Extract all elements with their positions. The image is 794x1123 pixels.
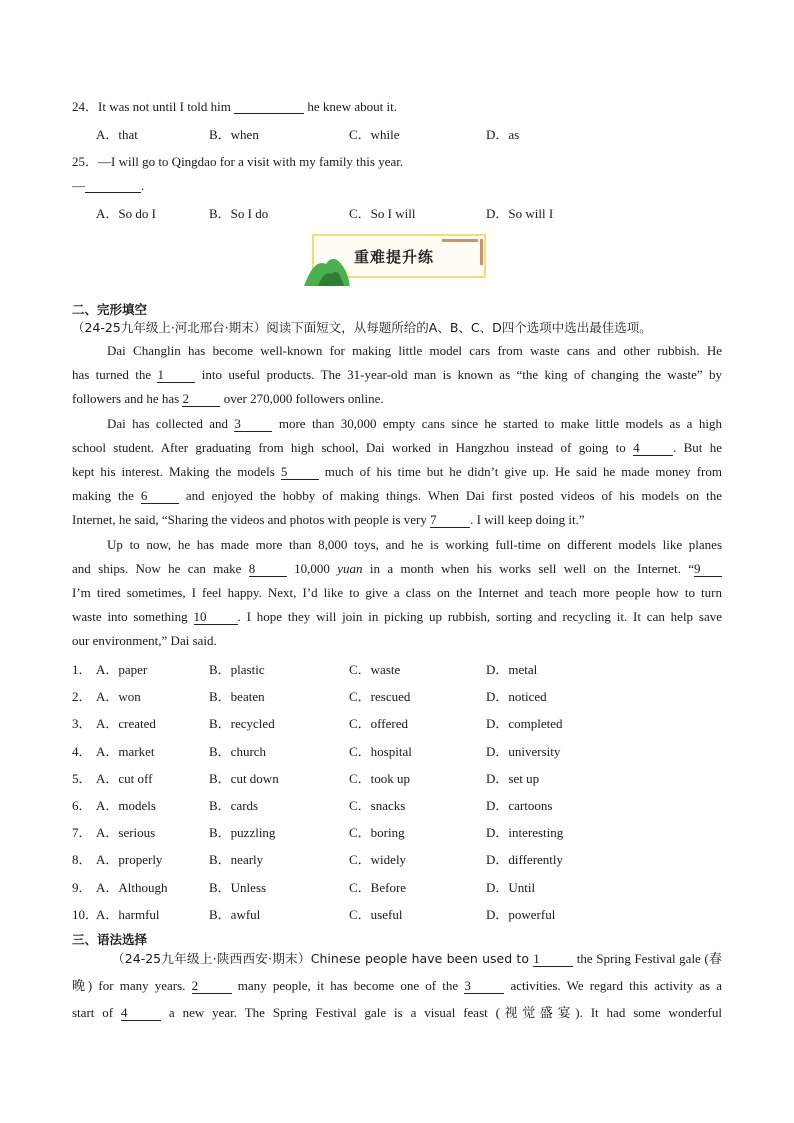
question-number: 8．: [72, 852, 92, 868]
blank-1[interactable]: 1: [157, 368, 195, 383]
option-c[interactable]: C．snacks: [349, 798, 406, 813]
mountain-icon: [304, 250, 352, 288]
section-banner: [304, 232, 492, 288]
passage-line: has turned the 1 into useful products. The 31-year-old man is known as “the king of changing the waste” by: [72, 367, 723, 383]
option-c[interactable]: C．useful: [349, 906, 403, 922]
passage-line: Dai Changlin has become well-known for making little model cars from waste cans and other rubbish. He: [107, 343, 722, 358]
question-stem-end: he knew about it.: [307, 99, 397, 114]
section-instructions: （24-25九年级上·河北邢台·期末）阅读下面短文，从每题所给的A、B、C、D四个选项中选出最佳选项。: [72, 320, 652, 335]
question-stem-start: It was not until I told him: [98, 99, 231, 114]
grammar-passage: [72, 945, 722, 1026]
option-a[interactable]: A．won: [96, 689, 141, 705]
grammar-blank-2[interactable]: 2: [192, 979, 232, 994]
option-d[interactable]: D．So will I: [486, 206, 554, 221]
grammar-blank-3[interactable]: 3: [464, 979, 504, 994]
option-a[interactable]: A．paper: [96, 662, 148, 677]
option-c[interactable]: C．boring: [349, 825, 405, 841]
reply-line: — .: [72, 178, 145, 193]
option-c[interactable]: C．waste: [349, 662, 401, 677]
blank-7[interactable]: 7: [430, 513, 470, 528]
option-c[interactable]: C．So I will: [349, 206, 416, 221]
passage-line: followers and he has 2 over 270,000 followers online.: [72, 391, 384, 407]
question-number: 3．: [72, 716, 92, 732]
question-number: 2．: [72, 689, 92, 705]
passage-line: school student. After graduating from high school, Dai worked in Hangzhou instead of going to 4 . But he: [72, 439, 722, 455]
option-d[interactable]: D．cartoons: [486, 798, 553, 813]
option-b[interactable]: B．awful: [209, 906, 261, 922]
blank-3[interactable]: 3: [234, 417, 272, 432]
blank-9[interactable]: 9: [694, 562, 722, 577]
banner-accent-vbar: [480, 239, 483, 265]
passage-line: waste into something 10 . I hope they will join in picking up rubbish, sorting and recycling it. It can help save: [72, 609, 722, 625]
option-a[interactable]: A．models: [96, 798, 156, 813]
question-number: 4．: [72, 743, 92, 759]
option-b[interactable]: B．church: [209, 743, 267, 759]
passage-line: （24-25九年级上·陕西西安·期末）Chinese people have been used to 1 the Spring Festival gale (春: [112, 951, 723, 966]
passage-line: and ships. Now he can make 8 10,000 yuan in a month when his works sell well on the Internet. “9: [72, 557, 722, 581]
question-number: 7．: [72, 825, 92, 841]
option-c[interactable]: C．hospital: [349, 743, 412, 759]
passage-line: start of 4 a new year. The Spring Festival gale is a visual feast (视觉盛宴). It had some wonderful: [72, 1005, 722, 1020]
option-d[interactable]: D．metal: [486, 662, 538, 677]
banner-accent-bar: [442, 239, 478, 242]
option-a[interactable]: A．market: [96, 743, 155, 759]
option-d[interactable]: D．differently: [486, 852, 564, 868]
option-b[interactable]: B．beaten: [209, 689, 265, 705]
section-heading: 二、完形填空: [72, 302, 148, 317]
blank-10[interactable]: 10: [194, 610, 238, 625]
option-b[interactable]: B．when: [209, 127, 259, 142]
option-a[interactable]: A．cut off: [96, 770, 153, 786]
blank-8[interactable]: 8: [249, 562, 287, 577]
option-d[interactable]: D．set up: [486, 770, 540, 786]
option-b[interactable]: B．cards: [209, 798, 259, 813]
question-number: 25．: [72, 154, 99, 169]
question-stem: —I will go to Qingdao for a visit with my family this year.: [98, 154, 404, 169]
option-a[interactable]: A．that: [96, 127, 138, 142]
option-d[interactable]: D．as: [486, 127, 520, 142]
passage-line: 晚) for many years. 2 many people, it has become one of the 3 activities. We regard this activity as a: [72, 978, 722, 993]
cloze-passage: [72, 339, 722, 654]
question-number: 5．: [72, 770, 92, 786]
option-a[interactable]: A．properly: [96, 852, 163, 868]
option-c[interactable]: C．took up: [349, 770, 411, 786]
passage-line: I’m tired sometimes, I feel happy. Next, I’d like to give a class on the Internet and teach more people how to turn: [72, 585, 722, 601]
option-a[interactable]: A．harmful: [96, 906, 160, 922]
passage-line: making the 6 and enjoyed the hobby of making things. When Dai first posted videos of his models on the: [72, 488, 722, 504]
answer-blank[interactable]: [85, 179, 141, 193]
option-a[interactable]: A．Although: [96, 879, 168, 895]
option-b[interactable]: B．recycled: [209, 716, 275, 732]
option-d[interactable]: D．interesting: [486, 825, 564, 841]
option-a[interactable]: A．So do I: [96, 206, 156, 221]
option-a[interactable]: A．created: [96, 716, 156, 732]
option-d[interactable]: D．completed: [486, 716, 563, 732]
option-b[interactable]: B．nearly: [209, 852, 264, 868]
option-d[interactable]: D．noticed: [486, 689, 547, 705]
option-d[interactable]: D．university: [486, 743, 561, 759]
option-b[interactable]: B．So I do: [209, 206, 269, 221]
passage-line: Internet, he said, “Sharing the videos and photos with people is very 7 . I will keep doing it.”: [72, 512, 585, 528]
passage-line: Dai has collected and 3 more than 30,000 empty cans since he started to make little models as a high: [107, 415, 722, 431]
option-c[interactable]: C．while: [349, 127, 400, 142]
question-number: 9．: [72, 879, 92, 895]
option-b[interactable]: B．puzzling: [209, 825, 276, 841]
grammar-blank-1[interactable]: 1: [533, 952, 573, 967]
passage-line: Up to now, he has made more than 8,000 toys, and he is working full-time on different models like planes: [107, 536, 722, 552]
banner-title: 重难提升练: [354, 248, 435, 266]
option-c[interactable]: C．offered: [349, 716, 408, 732]
option-c[interactable]: C．widely: [349, 852, 407, 868]
grammar-blank-4[interactable]: 4: [121, 1006, 161, 1021]
blank-6[interactable]: 6: [141, 489, 179, 504]
answer-blank[interactable]: [234, 100, 304, 114]
option-b[interactable]: B．cut down: [209, 770, 279, 786]
option-b[interactable]: B．Unless: [209, 879, 267, 895]
passage-line: kept his interest. Making the models 5 much of his time but he didn’t give up. He said he made money from: [72, 464, 722, 480]
question-25: [72, 151, 403, 170]
question-number: 24．: [72, 99, 99, 114]
question-24: [72, 96, 397, 115]
blank-4[interactable]: 4: [633, 441, 673, 456]
option-c[interactable]: C．Before: [349, 879, 407, 895]
section-heading: 三、语法选择: [72, 932, 148, 947]
blank-5[interactable]: 5: [281, 465, 319, 480]
option-a[interactable]: A．serious: [96, 825, 156, 841]
option-b[interactable]: B．plastic: [209, 662, 265, 677]
option-d[interactable]: D．Until: [486, 879, 536, 895]
option-c[interactable]: C．rescued: [349, 689, 411, 705]
blank-2[interactable]: 2: [182, 392, 220, 407]
question-number: 10．: [72, 906, 99, 922]
question-number: 1．: [72, 662, 92, 677]
passage-line: our environment,” Dai said.: [72, 633, 217, 649]
question-number: 6．: [72, 798, 92, 813]
option-d[interactable]: D．powerful: [486, 906, 556, 922]
